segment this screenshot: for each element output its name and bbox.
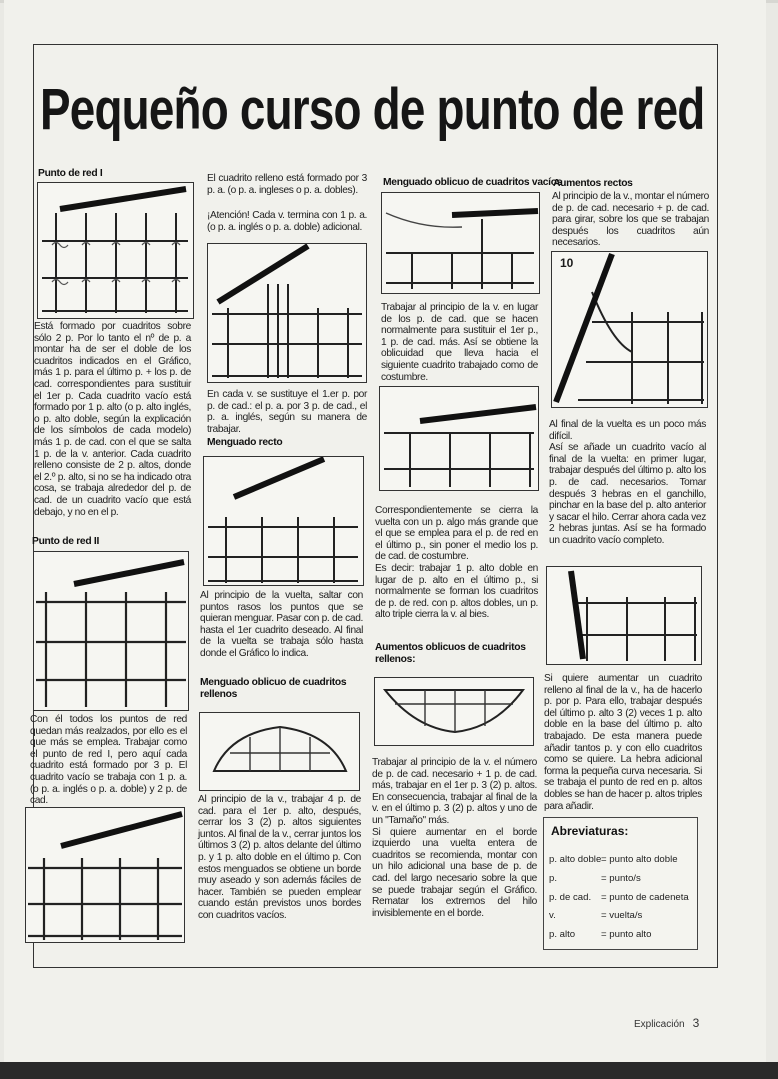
text-sustituye: En cada v. se sustituye el 1.er p. por p. de cad.: el p. a. por 3 p. de cad., el p. a. inglés, según su manera de trabajar.	[207, 389, 367, 435]
abbr-value: = punto alto doble	[601, 854, 678, 865]
heading-menguado-rellenos: Menguado oblicuo de cuadritos rellenos	[200, 677, 347, 700]
figure-relleno	[207, 243, 367, 383]
abbr-value: = vuelta/s	[601, 910, 643, 921]
heading-punto-red-2: Punto de red II	[32, 536, 100, 547]
page-footer	[634, 1016, 699, 1030]
text-final-vuelta: Al final de la vuelta es un poco más difícil. Así se añade un cuadrito vacío al final de la vuelta: en primer lugar, trabajar después del último p. alto los p. de cad. necesarios. Tomar después 3 hebras en el ganchillo, pinchar en la base del p. alto anterior y sacar el hilo. Cerrar ahora cada vez 2 hebras juntas. Así se ha formado un cuadrito vacío completo.	[549, 419, 706, 546]
abbr-key: p. de cad.	[549, 892, 592, 903]
crochet-mesh-illustration	[26, 808, 184, 942]
figure-menguado-vacios	[381, 192, 540, 294]
crochet-increase-illustration	[552, 252, 707, 407]
text-menguado-recto: Al principio de la vuelta, saltar con puntos rasos los puntos que se quieran menguar. Pasar con p. de cad. hasta el 1er cuadrito deseado. Al final de la vuelta se trabaja sólo hasta donde el Gráfico lo indica.	[200, 590, 363, 659]
bottom-shadow	[0, 1062, 778, 1079]
page-number: 3	[692, 1016, 700, 1030]
abbreviations-title: Abreviaturas:	[551, 824, 629, 838]
abbr-value: = punto de cadeneta	[601, 892, 689, 903]
text-aumento-relleno: Si quiere aumentar un cuadrito relleno al final de la v., ha de hacerlo p. por p. Para ello, trabajar después del último p. alto 3 (2) veces 1 p. alto doble en la base del último p. alto trabajado. De esta manera puede añadir tantos p. y con ello cuadritos como se quiere. La hebra adicional forma la pequeña curva necesaria. Si se trabaja el punto de red en p. altos dobles se han de hacer p. altos triples para añadir.	[544, 673, 702, 812]
abbr-value: = punto alto	[601, 929, 652, 940]
text-correspondientemente: Correspondientemente se cierra la vuelta con un p. algo más grande que el que se emplea para el p. de red en el último p., sin poner el medio los p. de cad. de costumbre. Es decir: trabajar 1 p. alto doble en lugar de p. alto en el último p., si normalmente se forman los cuadritos de p. de red. con p. altos dobles, un p. alto triple cierra la v. al bies.	[375, 505, 538, 621]
figure-10	[551, 251, 708, 408]
text-relleno: El cuadrito relleno está formado por 3 p. a. (o p. a. ingleses o p. a. dobles).	[207, 173, 367, 196]
heading-menguado-recto: Menguado recto	[207, 437, 283, 448]
heading-punto-red-1: Punto de red I	[38, 168, 103, 179]
text-atencion: ¡Atención! Cada v. termina con 1 p. a. (o p. a. inglés o p. a. doble) adicional.	[207, 210, 367, 233]
text-aumentos-oblicuos: Trabajar al principio de la v. el número de p. de cad. necesario + 1 p. de cad. más, trabajar en el 1er p. 3 (2) p. altos. En consecuencia, trabajar al final de la v. en el último p. 3 (2) p. altos y uno de un "Tamaño" más. Si quiere aumentar en el borde izquierdo una vuelta entera de cuadritos se recomienda, montar con un hilo adicional una base de p. de cad. del largo necesario sobre la que se puede trabajar según el Gráfico. Rematar los extremos del hilo invisiblemente en el borde.	[372, 757, 537, 919]
figure-punto-red-2b	[25, 807, 185, 943]
crochet-filled-mesh-illustration	[208, 244, 366, 382]
figure-aumentos-oblicuos	[374, 677, 534, 746]
footer-label: Explicación	[634, 1019, 685, 1030]
abbreviations-box	[543, 817, 698, 950]
abbr-key: v.	[549, 910, 556, 921]
crochet-decrease-illustration	[204, 457, 363, 585]
heading-aumentos-oblicuos: Aumentos oblicuos de cuadritos rellenos:	[375, 642, 526, 665]
text-punto-red-1: Está formado por cuadritos sobre sólo 2 p. Por lo tanto el nº de p. a montar ha de ser el doble de los cuadritos indicados en el Gráfico, más 1 p. para el último p. + los p. de cad. correspondientes para sustituir el 1er p. Cada cuadrito vacío está formado por 1 p. alto (o p. alto inglés, o p. alto doble, según la explicación de los símbolos de cada modelo) más 1 p. de cad. con el que se salta 1 p. de la v. anterior. Cada cuadrito relleno consiste de 2 p. altos, donde el 2.º p. alto, si no se ha indicado otra cosa, se trabaja alrededor del p. de cad. de un cuadrito vacío que está debajo, y no en el p.	[34, 321, 191, 518]
text-punto-red-2: Con él todos los puntos de red quedan más realzados, por ello es el que más se emplea. Trabajar como el punto de red I, pero aquí cada cuadrito está formado por 3 p. El cuadrito vacío se trabaja con 1 p. a. (o p. a. inglés o p. a. doble) y 2 p. de cad.	[30, 714, 187, 807]
heading-aumentos-rectos: Aumentos rectos	[553, 178, 633, 189]
crochet-decrease-illustration	[382, 193, 539, 293]
text-menguado-vacios: Trabajar al principio de la v. en lugar de los p. de cad. que se hacen normalmente para sustituir el 1er p., 1 p. de cad. más. Así se obtiene la oblicuidad que lleva hacia el siguiente cuadrito trabajado como de costumbre.	[381, 302, 538, 383]
figure-punto-red-2	[33, 551, 189, 711]
crochet-inverted-trapezoid-chart	[375, 678, 533, 745]
abbr-key: p. alto	[549, 929, 576, 940]
text-menguado-rellenos: Al principio de la v., trabajar 4 p. de cad. para el 1er p. alto, después, cerrar los 3 (2) p. altos siguientes juntos. Al final de la v., cerrar juntos los últimos 3 (2) p. altos delante del último p. y 1 p. alto doble en el último p. Con estos menguados se obtiene un borde muy aseado y son además fáciles de hacer. También se pueden emplear cuando están previstos unos bordes con cuadritos vacíos.	[198, 794, 361, 921]
crochet-mesh-illustration	[38, 183, 193, 318]
crochet-increase-illustration	[547, 567, 701, 664]
text-aumentos-rectos: Al principio de la v., montar el número de p. de cad. necesario + p. de cad. para girar, sobre los que se trabajan después los cuadritos aún necesarios.	[552, 191, 709, 249]
page-title: Pequeño curso de punto de red	[40, 77, 705, 142]
abbr-value: = punto/s	[601, 873, 641, 884]
crochet-decrease-illustration	[380, 387, 538, 490]
figure-number: 10	[560, 256, 574, 270]
abbr-key: p. alto doble	[549, 854, 602, 865]
figure-aumento-relleno	[546, 566, 702, 665]
heading-menguado-vacios: Menguado oblicuo de cuadritos vacíos	[383, 177, 563, 188]
abbr-key: p.	[549, 873, 558, 884]
figure-menguado-rellenos	[199, 712, 360, 791]
figure-punto-red-1	[37, 182, 194, 319]
figure-menguado-recto	[203, 456, 364, 586]
crochet-trapezoid-chart	[200, 713, 359, 790]
figure-menguado-vacios-2	[379, 386, 539, 491]
crochet-mesh-illustration	[34, 552, 188, 710]
